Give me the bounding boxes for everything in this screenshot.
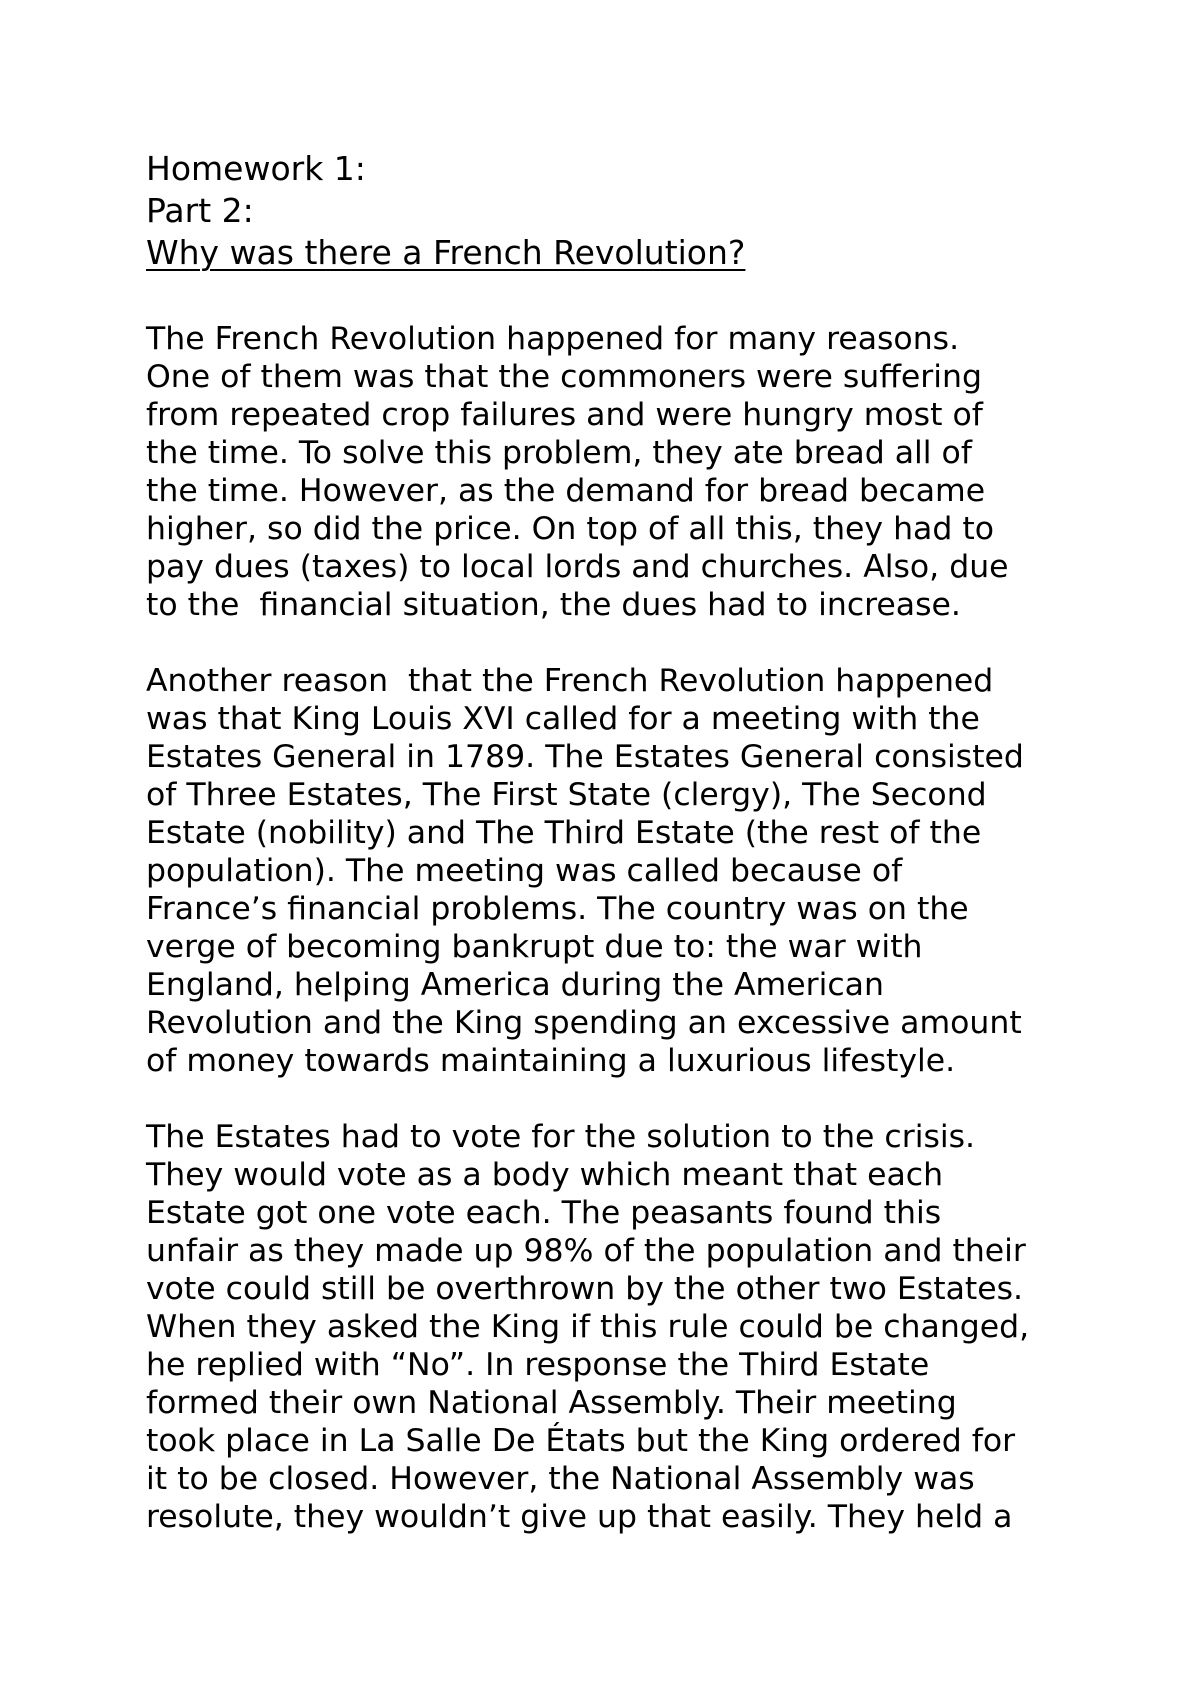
- homework-title: Homework 1:: [146, 149, 366, 188]
- text-line: to the financial situation, the dues had to increase.: [146, 587, 961, 623]
- text-line: took place in La Salle De États but the King ordered for: [146, 1423, 1016, 1459]
- text-line: population). The meeting was called because of: [146, 853, 903, 889]
- text-line: England, helping America during the American: [146, 967, 884, 1003]
- text-line: When they asked the King if this rule could be changed,: [146, 1309, 1030, 1345]
- document-body: [146, 148, 1146, 1536]
- part-title: Part 2:: [146, 191, 254, 230]
- paragraph-2: [146, 662, 1146, 1080]
- text-line: the time. To solve this problem, they ate bread all of: [146, 435, 972, 471]
- text-line: unfair as they made up 98% of the population and their: [146, 1233, 1026, 1269]
- spacer: [146, 1080, 1146, 1118]
- text-line: was that King Louis XVI called for a meeting with the: [146, 701, 980, 737]
- text-line: The French Revolution happened for many reasons.: [146, 321, 960, 357]
- paragraph-3: [146, 1118, 1146, 1536]
- paragraph-1: [146, 320, 1146, 624]
- text-line: of Three Estates, The First State (clergy), The Second: [146, 777, 987, 813]
- text-line: of money towards maintaining a luxurious lifestyle.: [146, 1043, 956, 1079]
- text-line: from repeated crop failures and were hungry most of: [146, 397, 983, 433]
- text-line: One of them was that the commoners were suffering: [146, 359, 982, 395]
- text-line: higher, so did the price. On top of all this, they had to: [146, 511, 994, 547]
- text-line: formed their own National Assembly. Their meeting: [146, 1385, 957, 1421]
- document-heading: [146, 148, 1146, 274]
- text-line: Estate (nobility) and The Third Estate (the rest of the: [146, 815, 982, 851]
- text-line: The Estates had to vote for the solution to the crisis.: [146, 1119, 976, 1155]
- text-line: They would vote as a body which meant that each: [146, 1157, 944, 1193]
- text-line: Estate got one vote each. The peasants found this: [146, 1195, 942, 1231]
- text-line: vote could still be overthrown by the other two Estates.: [146, 1271, 1024, 1307]
- spacer: [146, 274, 1146, 320]
- text-line: Another reason that the French Revolution happened: [146, 663, 994, 699]
- text-line: resolute, they wouldn’t give up that easily. They held a: [146, 1499, 1013, 1535]
- text-line: Revolution and the King spending an excessive amount: [146, 1005, 1022, 1041]
- text-line: verge of becoming bankrupt due to: the war with: [146, 929, 923, 965]
- text-line: France’s financial problems. The country was on the: [146, 891, 969, 927]
- text-line: the time. However, as the demand for bread became: [146, 473, 986, 509]
- spacer: [146, 624, 1146, 662]
- text-line: it to be closed. However, the National Assembly was: [146, 1461, 975, 1497]
- question-title: Why was there a French Revolution?: [146, 233, 746, 272]
- text-line: he replied with “No”. In response the Third Estate: [146, 1347, 930, 1383]
- text-line: Estates General in 1789. The Estates General consisted: [146, 739, 1024, 775]
- text-line: pay dues (taxes) to local lords and churches. Also, due: [146, 549, 1009, 585]
